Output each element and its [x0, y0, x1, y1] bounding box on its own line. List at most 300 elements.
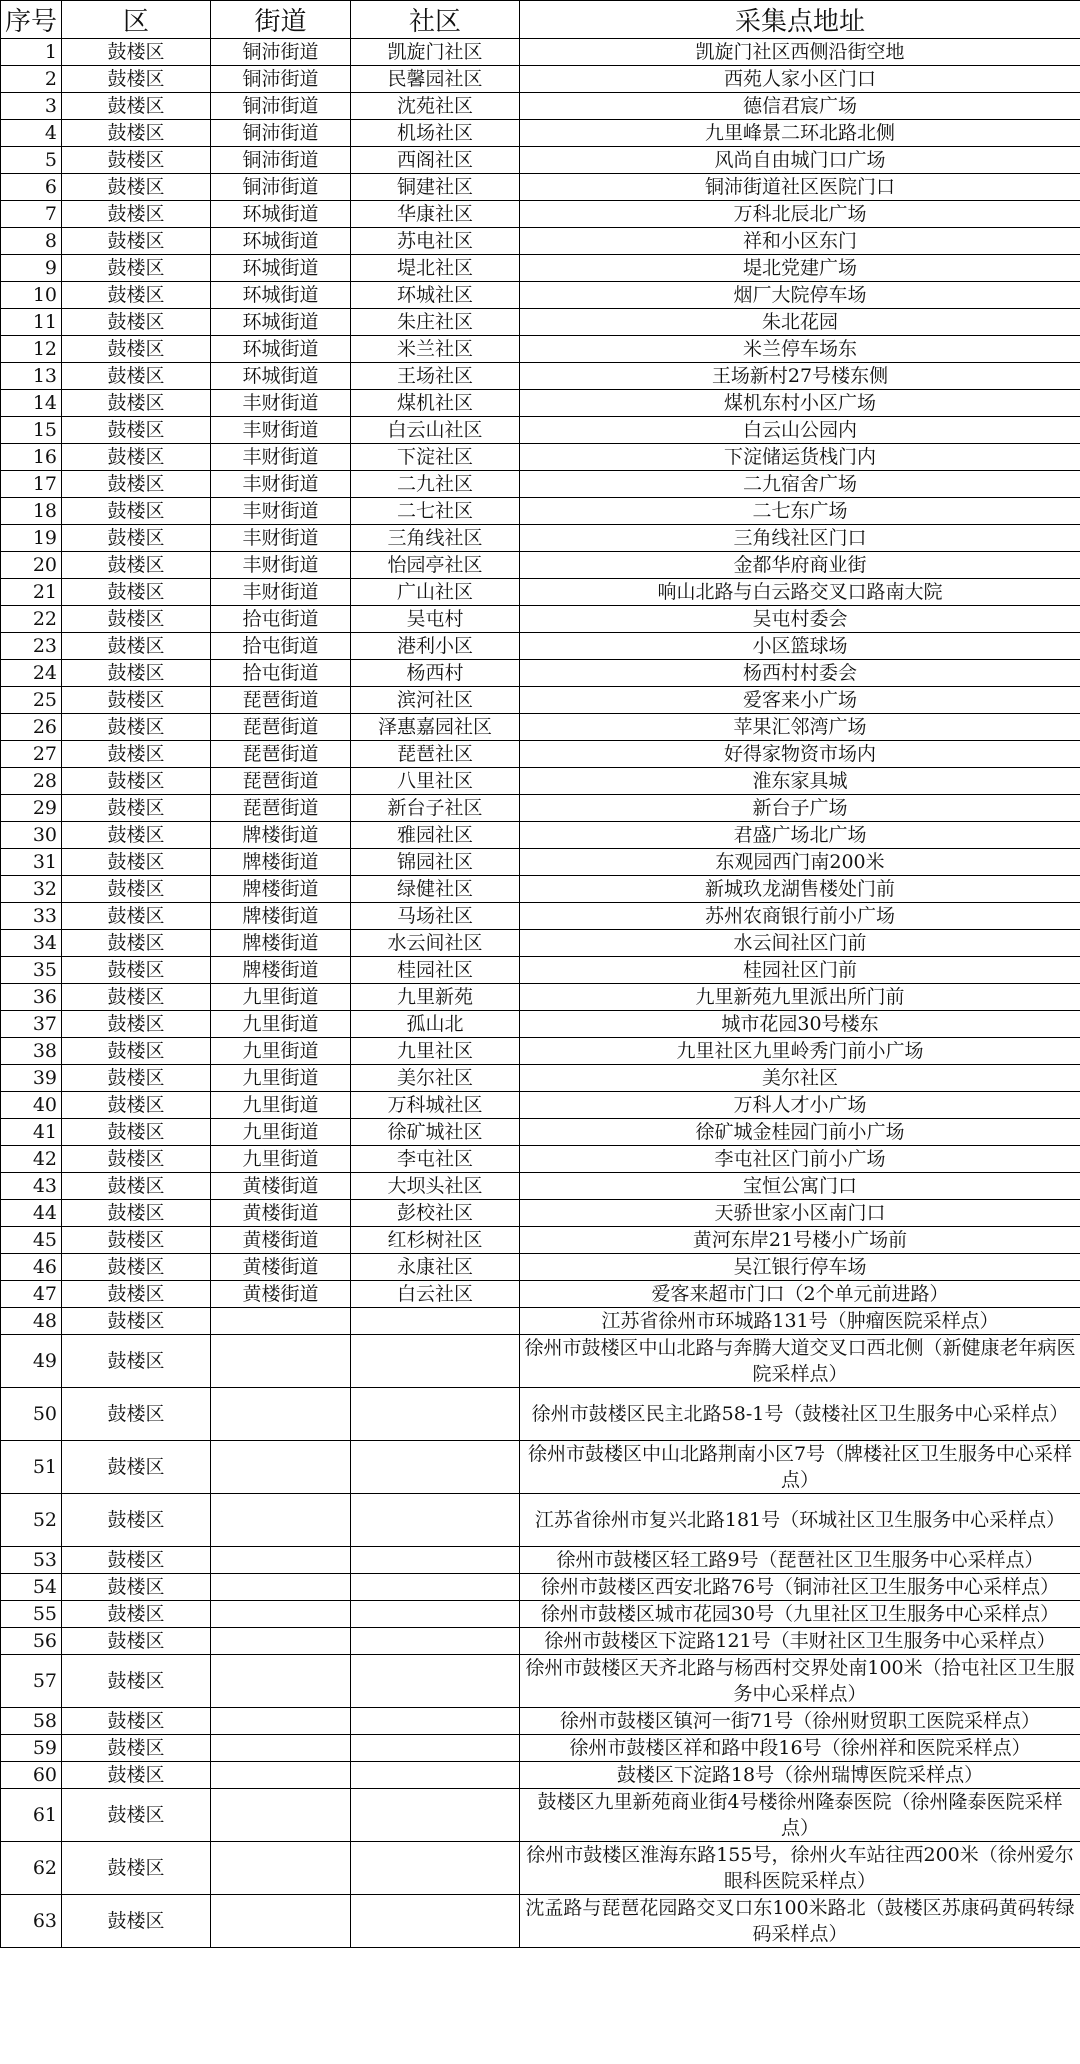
cell-serial: 52: [1, 1494, 62, 1547]
cell-street: 牌楼街道: [211, 930, 351, 957]
table-row: [1, 1895, 1080, 1948]
cell-street: 环城街道: [211, 363, 351, 390]
table-row: [1, 444, 1080, 471]
cell-serial: 22: [1, 606, 62, 633]
table-row: [1, 1842, 1080, 1895]
cell-street: 琵琶街道: [211, 768, 351, 795]
cell-district: 鼓楼区: [62, 984, 211, 1011]
cell-address: 九里社区九里岭秀门前小广场: [520, 1038, 1080, 1065]
table-row: [1, 741, 1080, 768]
cell-community: 琵琶社区: [351, 741, 520, 768]
table-body: [1, 39, 1080, 1948]
table-row: [1, 1308, 1080, 1335]
table-row: [1, 336, 1080, 363]
table-row: [1, 417, 1080, 444]
cell-serial: 59: [1, 1735, 62, 1762]
table-row: [1, 498, 1080, 525]
header-serial: 序号: [1, 1, 62, 39]
cell-street: 琵琶街道: [211, 687, 351, 714]
cell-street: [211, 1842, 351, 1895]
cell-district: 鼓楼区: [62, 633, 211, 660]
table-row: [1, 876, 1080, 903]
cell-community: [351, 1335, 520, 1388]
cell-district: 鼓楼区: [62, 957, 211, 984]
cell-address: 徐州市鼓楼区民主北路58-1号（鼓楼社区卫生服务中心采样点）: [520, 1388, 1080, 1441]
cell-community: 彭校社区: [351, 1200, 520, 1227]
cell-district: 鼓楼区: [62, 1092, 211, 1119]
cell-district: 鼓楼区: [62, 768, 211, 795]
table-row: [1, 1708, 1080, 1735]
cell-address: 爱客来超市门口（2个单元前进路）: [520, 1281, 1080, 1308]
cell-street: 黄楼街道: [211, 1173, 351, 1200]
cell-address: 徐州市鼓楼区镇河一街71号（徐州财贸职工医院采样点）: [520, 1708, 1080, 1735]
table-row: [1, 687, 1080, 714]
cell-serial: 46: [1, 1254, 62, 1281]
cell-community: 水云间社区: [351, 930, 520, 957]
cell-district: 鼓楼区: [62, 1842, 211, 1895]
cell-district: 鼓楼区: [62, 741, 211, 768]
cell-serial: 16: [1, 444, 62, 471]
table-row: [1, 1335, 1080, 1388]
table-row: [1, 930, 1080, 957]
cell-serial: 18: [1, 498, 62, 525]
cell-community: [351, 1895, 520, 1948]
cell-serial: 32: [1, 876, 62, 903]
cell-street: [211, 1574, 351, 1601]
cell-community: 九里社区: [351, 1038, 520, 1065]
cell-community: 机场社区: [351, 120, 520, 147]
cell-district: 鼓楼区: [62, 822, 211, 849]
cell-community: 环城社区: [351, 282, 520, 309]
cell-address: 淮东家具城: [520, 768, 1080, 795]
cell-serial: 53: [1, 1547, 62, 1574]
table-row: [1, 1762, 1080, 1789]
cell-serial: 34: [1, 930, 62, 957]
cell-address: 祥和小区东门: [520, 228, 1080, 255]
cell-street: 九里街道: [211, 1065, 351, 1092]
cell-address: 天骄世家小区南门口: [520, 1200, 1080, 1227]
cell-serial: 17: [1, 471, 62, 498]
cell-serial: 37: [1, 1011, 62, 1038]
cell-community: 吴屯村: [351, 606, 520, 633]
cell-community: 八里社区: [351, 768, 520, 795]
cell-serial: 33: [1, 903, 62, 930]
cell-street: [211, 1601, 351, 1628]
cell-street: [211, 1655, 351, 1708]
cell-community: [351, 1388, 520, 1441]
cell-address: 徐矿城金桂园门前小广场: [520, 1119, 1080, 1146]
header-address: 采集点地址: [520, 1, 1080, 39]
cell-serial: 14: [1, 390, 62, 417]
cell-district: 鼓楼区: [62, 1200, 211, 1227]
cell-street: 黄楼街道: [211, 1227, 351, 1254]
cell-community: 万科城社区: [351, 1092, 520, 1119]
cell-address: 白云山公园内: [520, 417, 1080, 444]
cell-district: 鼓楼区: [62, 1601, 211, 1628]
cell-address: 君盛广场北广场: [520, 822, 1080, 849]
cell-community: [351, 1842, 520, 1895]
cell-street: 铜沛街道: [211, 39, 351, 66]
cell-district: 鼓楼区: [62, 660, 211, 687]
table-row: [1, 1011, 1080, 1038]
table-row: [1, 849, 1080, 876]
cell-district: 鼓楼区: [62, 1574, 211, 1601]
cell-district: 鼓楼区: [62, 930, 211, 957]
cell-community: [351, 1789, 520, 1842]
cell-address: 新台子广场: [520, 795, 1080, 822]
cell-street: 琵琶街道: [211, 741, 351, 768]
cell-district: 鼓楼区: [62, 714, 211, 741]
header-row: [1, 1, 1080, 39]
cell-address: 堤北党建广场: [520, 255, 1080, 282]
cell-serial: 28: [1, 768, 62, 795]
cell-serial: 61: [1, 1789, 62, 1842]
table-row: [1, 120, 1080, 147]
cell-street: 丰财街道: [211, 444, 351, 471]
table-row: [1, 1281, 1080, 1308]
cell-address: 烟厂大院停车场: [520, 282, 1080, 309]
cell-district: 鼓楼区: [62, 1119, 211, 1146]
table-row: [1, 1146, 1080, 1173]
cell-community: 铜建社区: [351, 174, 520, 201]
cell-serial: 30: [1, 822, 62, 849]
cell-serial: 25: [1, 687, 62, 714]
cell-address: 徐州市鼓楼区下淀路121号（丰财社区卫生服务中心采样点）: [520, 1628, 1080, 1655]
cell-district: 鼓楼区: [62, 1281, 211, 1308]
cell-address: 二九宿舍广场: [520, 471, 1080, 498]
table-row: [1, 255, 1080, 282]
cell-serial: 20: [1, 552, 62, 579]
cell-serial: 56: [1, 1628, 62, 1655]
cell-community: [351, 1628, 520, 1655]
cell-address: 徐州市鼓楼区西安北路76号（铜沛社区卫生服务中心采样点）: [520, 1574, 1080, 1601]
table-row: [1, 147, 1080, 174]
cell-street: 铜沛街道: [211, 147, 351, 174]
cell-community: 怡园亭社区: [351, 552, 520, 579]
cell-district: 鼓楼区: [62, 1038, 211, 1065]
cell-district: 鼓楼区: [62, 579, 211, 606]
cell-community: [351, 1441, 520, 1494]
table-row: [1, 1574, 1080, 1601]
cell-street: [211, 1441, 351, 1494]
cell-district: 鼓楼区: [62, 903, 211, 930]
table-row: [1, 363, 1080, 390]
cell-serial: 6: [1, 174, 62, 201]
cell-serial: 29: [1, 795, 62, 822]
cell-district: 鼓楼区: [62, 201, 211, 228]
cell-street: 九里街道: [211, 1092, 351, 1119]
table-row: [1, 39, 1080, 66]
cell-district: 鼓楼区: [62, 1173, 211, 1200]
cell-serial: 26: [1, 714, 62, 741]
table-row: [1, 903, 1080, 930]
cell-address: 米兰停车场东: [520, 336, 1080, 363]
cell-community: 凯旋门社区: [351, 39, 520, 66]
cell-address: 黄河东岸21号楼小广场前: [520, 1227, 1080, 1254]
cell-address: 徐州市鼓楼区天齐北路与杨西村交界处南100米（拾屯社区卫生服务中心采样点）: [520, 1655, 1080, 1708]
cell-community: 民馨园社区: [351, 66, 520, 93]
cell-serial: 55: [1, 1601, 62, 1628]
cell-serial: 11: [1, 309, 62, 336]
cell-address: 江苏省徐州市复兴北路181号（环城社区卫生服务中心采样点）: [520, 1494, 1080, 1547]
cell-serial: 5: [1, 147, 62, 174]
cell-district: 鼓楼区: [62, 120, 211, 147]
cell-serial: 21: [1, 579, 62, 606]
cell-serial: 12: [1, 336, 62, 363]
cell-serial: 60: [1, 1762, 62, 1789]
cell-street: 琵琶街道: [211, 795, 351, 822]
table-row: [1, 795, 1080, 822]
header-district: 区: [62, 1, 211, 39]
cell-district: 鼓楼区: [62, 498, 211, 525]
table-row: [1, 552, 1080, 579]
cell-street: 环城街道: [211, 336, 351, 363]
cell-community: 杨西村: [351, 660, 520, 687]
table-row: [1, 579, 1080, 606]
cell-serial: 43: [1, 1173, 62, 1200]
cell-community: 雅园社区: [351, 822, 520, 849]
cell-address: 徐州市鼓楼区中山北路荆南小区7号（牌楼社区卫生服务中心采样点）: [520, 1441, 1080, 1494]
cell-serial: 4: [1, 120, 62, 147]
cell-district: 鼓楼区: [62, 1762, 211, 1789]
cell-district: 鼓楼区: [62, 1254, 211, 1281]
cell-district: 鼓楼区: [62, 687, 211, 714]
cell-serial: 42: [1, 1146, 62, 1173]
table-row: [1, 1655, 1080, 1708]
cell-district: 鼓楼区: [62, 66, 211, 93]
table-row: [1, 1119, 1080, 1146]
table-row: [1, 606, 1080, 633]
cell-address: 煤机东村小区广场: [520, 390, 1080, 417]
cell-district: 鼓楼区: [62, 1789, 211, 1842]
cell-street: 九里街道: [211, 1038, 351, 1065]
table-row: [1, 1735, 1080, 1762]
cell-address: 桂园社区门前: [520, 957, 1080, 984]
table-row: [1, 309, 1080, 336]
cell-community: 港利小区: [351, 633, 520, 660]
cell-district: 鼓楼区: [62, 39, 211, 66]
table-row: [1, 1173, 1080, 1200]
cell-community: 滨河社区: [351, 687, 520, 714]
cell-serial: 38: [1, 1038, 62, 1065]
cell-community: 红杉树社区: [351, 1227, 520, 1254]
cell-address: 鼓楼区九里新苑商业街4号楼徐州隆泰医院（徐州隆泰医院采样点）: [520, 1789, 1080, 1842]
cell-address: 万科人才小广场: [520, 1092, 1080, 1119]
cell-serial: 35: [1, 957, 62, 984]
table-row: [1, 1441, 1080, 1494]
cell-district: 鼓楼区: [62, 309, 211, 336]
cell-district: 鼓楼区: [62, 1494, 211, 1547]
cell-district: 鼓楼区: [62, 1735, 211, 1762]
table-row: [1, 1065, 1080, 1092]
cell-street: 环城街道: [211, 309, 351, 336]
cell-community: 三角线社区: [351, 525, 520, 552]
cell-serial: 8: [1, 228, 62, 255]
cell-address: 吴江银行停车场: [520, 1254, 1080, 1281]
table-row: [1, 984, 1080, 1011]
cell-serial: 50: [1, 1388, 62, 1441]
cell-street: 铜沛街道: [211, 120, 351, 147]
cell-serial: 24: [1, 660, 62, 687]
table-row: [1, 1789, 1080, 1842]
table-row: [1, 633, 1080, 660]
cell-address: 好得家物资市场内: [520, 741, 1080, 768]
cell-street: 丰财街道: [211, 390, 351, 417]
cell-street: [211, 1308, 351, 1335]
cell-street: [211, 1335, 351, 1388]
cell-community: 新台子社区: [351, 795, 520, 822]
cell-street: 牌楼街道: [211, 903, 351, 930]
cell-community: [351, 1574, 520, 1601]
table-row: [1, 714, 1080, 741]
cell-serial: 10: [1, 282, 62, 309]
cell-street: 铜沛街道: [211, 93, 351, 120]
cell-serial: 9: [1, 255, 62, 282]
cell-serial: 39: [1, 1065, 62, 1092]
cell-street: [211, 1494, 351, 1547]
cell-street: 黄楼街道: [211, 1254, 351, 1281]
cell-community: 苏电社区: [351, 228, 520, 255]
table-row: [1, 471, 1080, 498]
cell-street: 九里街道: [211, 1119, 351, 1146]
cell-address: 王场新村27号楼东侧: [520, 363, 1080, 390]
cell-community: 广山社区: [351, 579, 520, 606]
cell-district: 鼓楼区: [62, 1655, 211, 1708]
table-row: [1, 660, 1080, 687]
cell-street: [211, 1708, 351, 1735]
cell-district: 鼓楼区: [62, 147, 211, 174]
table-row: [1, 66, 1080, 93]
cell-address: 苹果汇邻湾广场: [520, 714, 1080, 741]
cell-address: 杨西村村委会: [520, 660, 1080, 687]
cell-district: 鼓楼区: [62, 1628, 211, 1655]
cell-community: 孤山北: [351, 1011, 520, 1038]
cell-district: 鼓楼区: [62, 444, 211, 471]
table-row: [1, 228, 1080, 255]
table-row: [1, 201, 1080, 228]
cell-community: 九里新苑: [351, 984, 520, 1011]
cell-address: 沈孟路与琵琶花园路交叉口东100米路北（鼓楼区苏康码黄码转绿码采样点）: [520, 1895, 1080, 1948]
cell-district: 鼓楼区: [62, 282, 211, 309]
cell-street: 环城街道: [211, 201, 351, 228]
cell-address: 徐州市鼓楼区祥和路中段16号（徐州祥和医院采样点）: [520, 1735, 1080, 1762]
cell-serial: 57: [1, 1655, 62, 1708]
cell-serial: 58: [1, 1708, 62, 1735]
cell-address: 李屯社区门前小广场: [520, 1146, 1080, 1173]
cell-district: 鼓楼区: [62, 93, 211, 120]
cell-district: 鼓楼区: [62, 390, 211, 417]
cell-street: [211, 1895, 351, 1948]
cell-community: [351, 1762, 520, 1789]
cell-street: 丰财街道: [211, 525, 351, 552]
cell-street: [211, 1789, 351, 1842]
table-row: [1, 1038, 1080, 1065]
cell-community: [351, 1547, 520, 1574]
cell-address: 苏州农商银行前小广场: [520, 903, 1080, 930]
cell-street: 牌楼街道: [211, 876, 351, 903]
cell-district: 鼓楼区: [62, 1065, 211, 1092]
cell-address: 万科北辰北广场: [520, 201, 1080, 228]
table-row: [1, 1092, 1080, 1119]
table-row: [1, 822, 1080, 849]
cell-district: 鼓楼区: [62, 1308, 211, 1335]
cell-community: 李屯社区: [351, 1146, 520, 1173]
cell-street: 琵琶街道: [211, 714, 351, 741]
cell-community: [351, 1708, 520, 1735]
table-row: [1, 525, 1080, 552]
cell-community: 桂园社区: [351, 957, 520, 984]
cell-district: 鼓楼区: [62, 1895, 211, 1948]
cell-address: 风尚自由城门口广场: [520, 147, 1080, 174]
cell-community: 堤北社区: [351, 255, 520, 282]
cell-address: 鼓楼区下淀路18号（徐州瑞博医院采样点）: [520, 1762, 1080, 1789]
cell-street: 环城街道: [211, 282, 351, 309]
cell-street: 牌楼街道: [211, 957, 351, 984]
cell-street: 九里街道: [211, 984, 351, 1011]
cell-district: 鼓楼区: [62, 471, 211, 498]
cell-community: 白云山社区: [351, 417, 520, 444]
cell-address: 响山北路与白云路交叉口路南大院: [520, 579, 1080, 606]
cell-serial: 15: [1, 417, 62, 444]
cell-address: 徐州市鼓楼区轻工路9号（琵琶社区卫生服务中心采样点）: [520, 1547, 1080, 1574]
cell-serial: 3: [1, 93, 62, 120]
cell-address: 城市花园30号楼东: [520, 1011, 1080, 1038]
cell-street: 丰财街道: [211, 579, 351, 606]
cell-district: 鼓楼区: [62, 1547, 211, 1574]
table-row: [1, 390, 1080, 417]
cell-street: [211, 1388, 351, 1441]
cell-district: 鼓楼区: [62, 606, 211, 633]
cell-community: 沈苑社区: [351, 93, 520, 120]
cell-district: 鼓楼区: [62, 255, 211, 282]
cell-address: 西苑人家小区门口: [520, 66, 1080, 93]
cell-serial: 19: [1, 525, 62, 552]
cell-district: 鼓楼区: [62, 552, 211, 579]
cell-street: 黄楼街道: [211, 1200, 351, 1227]
cell-address: 宝恒公寓门口: [520, 1173, 1080, 1200]
cell-district: 鼓楼区: [62, 1227, 211, 1254]
table-row: [1, 1547, 1080, 1574]
cell-district: 鼓楼区: [62, 417, 211, 444]
cell-district: 鼓楼区: [62, 174, 211, 201]
cell-community: 马场社区: [351, 903, 520, 930]
cell-address: 徐州市鼓楼区中山北路与奔腾大道交叉口西北侧（新健康老年病医院采样点）: [520, 1335, 1080, 1388]
cell-community: 西阁社区: [351, 147, 520, 174]
cell-district: 鼓楼区: [62, 1335, 211, 1388]
table-row: [1, 1601, 1080, 1628]
cell-serial: 49: [1, 1335, 62, 1388]
cell-street: 拾屯街道: [211, 660, 351, 687]
cell-address: 小区篮球场: [520, 633, 1080, 660]
header-street: 街道: [211, 1, 351, 39]
cell-serial: 62: [1, 1842, 62, 1895]
cell-street: [211, 1762, 351, 1789]
cell-community: 永康社区: [351, 1254, 520, 1281]
cell-street: 丰财街道: [211, 498, 351, 525]
cell-district: 鼓楼区: [62, 876, 211, 903]
cell-community: 徐矿城社区: [351, 1119, 520, 1146]
table-row: [1, 957, 1080, 984]
cell-community: 白云社区: [351, 1281, 520, 1308]
cell-street: 丰财街道: [211, 552, 351, 579]
table-row: [1, 1494, 1080, 1547]
cell-address: 下淀储运货栈门内: [520, 444, 1080, 471]
cell-community: 米兰社区: [351, 336, 520, 363]
cell-serial: 63: [1, 1895, 62, 1948]
cell-district: 鼓楼区: [62, 1388, 211, 1441]
cell-community: 绿健社区: [351, 876, 520, 903]
cell-district: 鼓楼区: [62, 1146, 211, 1173]
